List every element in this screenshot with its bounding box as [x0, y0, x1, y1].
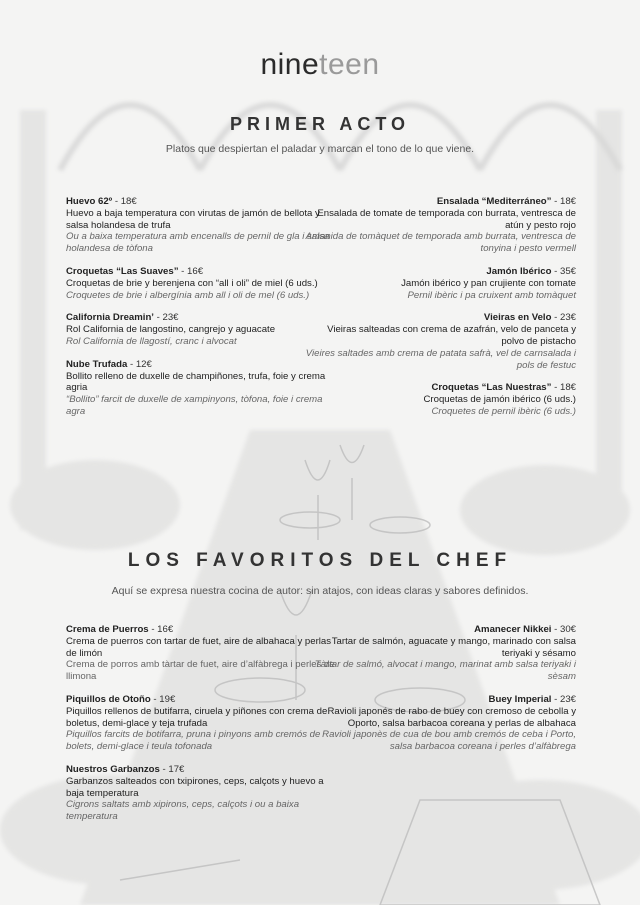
- dish-description-catalan: Ravioli japonès de cua de bou amb cremós de ceba i Porto, salsa barbacoa coreana i perles d’alfàbrega: [322, 729, 576, 753]
- menu-item: [304, 382, 576, 417]
- dish-price: - 23€: [551, 693, 576, 705]
- menu-item: [66, 266, 338, 301]
- menu-item: [304, 266, 576, 301]
- dish-name: Amanecer Nikkei: [474, 624, 552, 635]
- dish-price: - 12€: [127, 358, 152, 370]
- menu-item: [66, 624, 338, 683]
- menu-column-left: [66, 624, 338, 834]
- dish-name: Nuestros Garbanzos: [66, 763, 160, 775]
- dish-name: Ensalada “Mediterráneo”: [436, 196, 552, 207]
- logo-light-part: teen: [319, 48, 380, 81]
- dish-price: - 23€: [551, 312, 576, 324]
- dish-description: Croquetas de brie y berenjena con “all i oli” de miel (6 uds.): [66, 277, 318, 289]
- dish-description-catalan: Croquetes de pernil ibèric (6 uds.): [431, 405, 576, 417]
- dish-name: Huevo 62º: [66, 196, 113, 207]
- dish-description: Bollito relleno de duxelle de champiñones, trufa, foie y crema agria: [66, 370, 326, 394]
- menu-item: [304, 624, 576, 683]
- dish-price: - 23€: [153, 312, 179, 324]
- menu-item: [66, 312, 338, 347]
- dish-price: - 18€: [551, 196, 576, 207]
- dish-price: - 35€: [551, 265, 576, 277]
- brand-logo: [0, 48, 640, 82]
- menu-column-right: [304, 624, 576, 764]
- dish-description: Croquetas de jamón ibérico (6 uds.): [423, 394, 576, 406]
- section-title: LOS FAVORITOS DEL CHEF: [127, 550, 513, 571]
- dish-description-catalan: “Bollito” farcit de duxelle de xampinyons, tòfona, foie i crema agra: [66, 394, 323, 417]
- menu-item: [304, 694, 576, 753]
- dish-description-catalan: Tàrtar de salmó, alvocat i mango, marinat amb salsa teriyaki i sèsam: [314, 659, 576, 683]
- dish-description-catalan: Vieires saltades amb crema de patata safrà, vel de carnsalada i pols de festuc: [305, 347, 576, 371]
- logo-dark-part: nine: [260, 48, 320, 81]
- menu-column-left: [66, 196, 338, 429]
- dish-description: Crema de puerros con tartar de fuet, aire de albahaca y perlas de limón: [66, 635, 332, 659]
- section-subtitle: Aquí se expresa nuestra cocina de autor: sin atajos, con ideas claras y sabores definidos.: [111, 585, 529, 597]
- dish-description-catalan: Pernil ibèric i pa cruixent amb tomàquet: [407, 289, 576, 301]
- menu-column-right: [304, 196, 576, 429]
- dish-description: Vieiras salteadas con crema de azafrán, velo de panceta y polvo de pistacho: [327, 324, 576, 347]
- dish-name: Buey Imperial: [488, 693, 552, 705]
- menu-item: [66, 196, 338, 255]
- dish-description-catalan: Amanida de tomàquet de temporada amb burrata, ventresca de tonyina i pesto vermell: [305, 231, 576, 255]
- dish-name: Nube Trufada: [66, 358, 128, 370]
- dish-price: - 19€: [150, 693, 176, 705]
- dish-description: Huevo a baja temperatura con virutas de jamón de bellota y salsa holandesa de trufa: [66, 207, 320, 231]
- dish-name: Jamón Ibérico: [486, 265, 552, 277]
- dish-description: Ravioli japonés de rabo de buey con cremoso de cebolla y Oporto, salsa barbacoa coreana y perlas de albahaca: [327, 705, 576, 729]
- dish-description-catalan: Croquetes de brie i albergínia amb all i oli de mel (6 uds.): [66, 289, 310, 301]
- dish-price: - 16€: [148, 624, 174, 635]
- dish-name: Croquetas “Las Suaves”: [66, 265, 179, 277]
- dish-price: - 17€: [159, 763, 185, 775]
- dish-description-catalan: Crema de porros amb tàrtar de fuet, aire d’alfàbrega i perles de llimona: [66, 659, 335, 683]
- dish-price: - 30€: [551, 624, 576, 635]
- menu-item: [304, 196, 576, 255]
- menu-item: [66, 694, 338, 753]
- dish-description: Piquillos rellenos de butifarra, ciruela y piñones con crema de boletus, demi-glace y teja trufada: [66, 705, 328, 729]
- dish-price: - 18€: [551, 382, 576, 394]
- menu-item: [304, 312, 576, 371]
- section-subtitle: Platos que despiertan el paladar y marcan el tono de lo que viene.: [165, 143, 475, 155]
- dish-name: California Dreamin’: [66, 312, 154, 324]
- dish-name: Crema de Puerros: [66, 624, 149, 635]
- dish-description-catalan: Cigrons saltats amb xipirons, ceps, calçots i ou a baixa temperatura: [66, 799, 300, 823]
- dish-description: Ensalada de tomate de temporada con burrata, ventresca de atún y pesto rojo: [317, 207, 576, 231]
- menu-item: [66, 764, 338, 823]
- dish-name: Vieiras en Velo: [483, 312, 552, 324]
- menu-item: [66, 359, 338, 418]
- dish-description-catalan: Piquillos farcits de botifarra, pruna i pinyons amb cremós de bolets, demi-glace i teula tofonada: [66, 729, 321, 753]
- dish-price: - 18€: [112, 196, 137, 207]
- section-title: PRIMER ACTO: [229, 114, 410, 134]
- dish-name: Piquillos de Otoño: [66, 693, 151, 705]
- dish-description: Jamón ibérico y pan crujiente con tomate: [401, 277, 576, 289]
- dish-price: - 16€: [178, 265, 204, 277]
- dish-name: Croquetas “Las Nuestras”: [431, 382, 552, 394]
- dish-description-catalan: Rol California de llagostí, cranc i alvocat: [66, 335, 237, 347]
- dish-description: Tartar de salmón, aguacate y mango, marinado con salsa teriyaki y sésamo: [331, 635, 576, 659]
- dish-description: Rol California de langostino, cangrejo y aguacate: [66, 324, 276, 336]
- dish-description-catalan: Ou a baixa temperatura amb encenalls de pernil de gla i salsa holandesa de tòfona: [66, 231, 330, 255]
- dish-description: Garbanzos salteados con txipirones, ceps, calçots y huevo a baja temperatura: [66, 775, 324, 799]
